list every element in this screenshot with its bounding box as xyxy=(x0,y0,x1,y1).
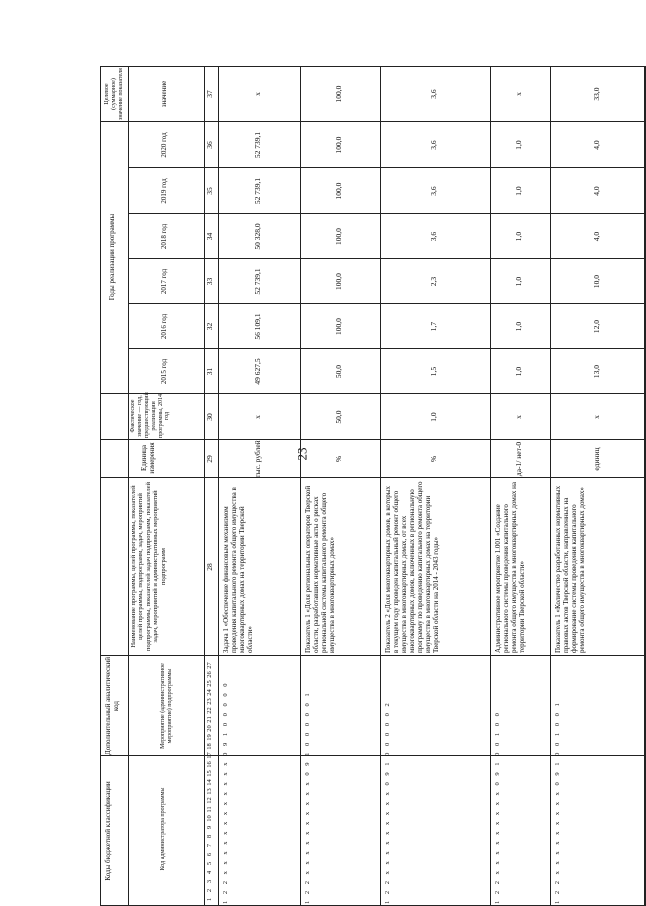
name-header: Наименование программы, целей программы, показателей целей программы, подпрограмм, задач, мероприятий подпрограммы, показателей задач подпрограмм, показателей задач, мероприятий и административных мероприятий подпрограмм xyxy=(130,481,167,652)
column-number: 32 xyxy=(205,322,214,331)
column-number: 12 xyxy=(206,797,213,804)
row-codes: 1 2 2 х х х х х х х х х х х х 0 9 1 0 0 0 0 0 xyxy=(222,681,229,904)
row-year-value: 4,0 xyxy=(591,231,601,242)
column-number: 27 xyxy=(206,662,213,669)
column-number: 29 xyxy=(205,455,214,463)
row-year-value: 4,0 xyxy=(591,186,601,196)
row-codes: 1 2 2 х х х х х х х х х 0 9 1 0 0 0 0 0 2 xyxy=(384,700,391,904)
column-number: 5 xyxy=(206,861,213,866)
header-line-1 xyxy=(128,66,129,906)
column-number: 30 xyxy=(205,413,214,421)
column-number: 37 xyxy=(205,90,214,98)
row-year-value: 1,0 xyxy=(514,231,523,242)
header-line-3 xyxy=(218,66,219,906)
table xyxy=(100,66,645,906)
years-header: Годы реализации программы xyxy=(108,213,116,301)
divider xyxy=(100,477,645,478)
column-number: 11 xyxy=(206,806,213,813)
column-number: 28 xyxy=(205,563,214,571)
divider xyxy=(100,439,645,440)
year-header: 2017 год xyxy=(160,268,168,295)
fact-header: Фактическое значение — год, предшествующий реализации программы, 2014 год xyxy=(130,392,171,438)
divider xyxy=(128,258,645,259)
divider xyxy=(100,121,645,122)
row-year-value: 100,0 xyxy=(334,228,343,245)
row-year-value: 1,0 xyxy=(514,140,523,150)
row-year-value: 12,0 xyxy=(591,319,601,334)
budget-codes-header: Коды бюджетной классификации xyxy=(104,781,112,881)
row-target: х xyxy=(514,92,523,96)
row-year-value: 49 627,5 xyxy=(253,358,262,385)
row-name: Показатель 2 «Доля многоквартирных домов, в которых в текущем году проведен капитальный ремонт общего имущества в многоквартирных домах, от всех многоквартирных домов, включенных в региональную программу по проведению капитального ремонта общего имущества в многоквартирных домах на территории Тверской области на 2014 - 2043 годы» xyxy=(384,481,441,653)
row-year-value: 4,0 xyxy=(591,140,601,150)
table-row-divider xyxy=(550,66,551,906)
row-codes: 1 2 2 х х х х х х х х х 0 9 1 0 0 1 0 0 1 xyxy=(554,700,561,904)
rotated-table-area xyxy=(100,36,640,906)
row-fact: 50,0 xyxy=(334,410,343,424)
row-target: 33,0 xyxy=(591,87,601,101)
column-number: 10 xyxy=(206,815,213,822)
row-fact: х xyxy=(253,415,262,419)
measures-header: Мероприятие (административное мероприятие) подпрограммы xyxy=(160,663,173,749)
year-header: 2015 год xyxy=(160,358,168,385)
divider xyxy=(128,348,645,349)
column-number: 36 xyxy=(205,141,214,149)
row-target: х xyxy=(253,92,262,96)
row-fact: х xyxy=(591,415,601,419)
column-number: 24 xyxy=(206,689,213,696)
row-year-value: 100,0 xyxy=(334,273,343,290)
row-name: Показатель 1 «Доля региональных операторов Тверской области, разработавших нормативные акты о рисках региональной системы капитального ремонта общего имущества в многоквартирных домах» xyxy=(304,485,337,653)
column-number: 18 xyxy=(206,743,213,750)
column-number: 22 xyxy=(206,707,213,714)
column-number: 16 xyxy=(206,761,213,768)
column-number: 15 xyxy=(206,770,213,777)
row-year-value: 1,0 xyxy=(514,366,523,377)
page-number: 23 xyxy=(294,447,310,461)
column-number: 35 xyxy=(205,187,214,195)
column-number: 19 xyxy=(206,734,213,741)
row-year-value: 100,0 xyxy=(334,182,343,200)
table-grid xyxy=(100,66,645,906)
row-year-value: 50,0 xyxy=(334,364,343,379)
divider xyxy=(100,393,645,394)
column-number: 26 xyxy=(206,671,213,678)
column-number: 2 xyxy=(206,888,213,893)
row-unit: да-1/ нет-0 xyxy=(514,441,523,477)
column-number: 14 xyxy=(206,779,213,786)
divider xyxy=(100,655,645,656)
row-codes: 1 2 2 х х х х х х х х х х 0 9 1 0 0 0 0 0 1 xyxy=(304,690,311,904)
column-number: 17 xyxy=(206,752,213,759)
table-row-divider xyxy=(300,66,301,906)
divider xyxy=(100,755,645,756)
row-year-value: 1,0 xyxy=(514,186,523,196)
column-number: 3 xyxy=(206,879,213,884)
row-year-value: 52 739,1 xyxy=(253,177,262,205)
column-number: 1 xyxy=(206,897,213,902)
analytic-code-header: Дополнительный аналитический код xyxy=(104,656,121,756)
row-unit: тыс. рублей xyxy=(253,440,262,478)
column-number: 33 xyxy=(205,277,214,286)
row-target: 3,6 xyxy=(429,89,438,99)
column-number: 4 xyxy=(206,870,213,875)
row-year-value: 10,0 xyxy=(591,274,601,289)
row-year-value: 2,3 xyxy=(429,276,438,287)
row-unit: % xyxy=(334,455,343,463)
year-header: 2018 год xyxy=(160,223,168,250)
row-year-value: 100,0 xyxy=(334,136,343,154)
column-number: 23 xyxy=(206,698,213,705)
row-fact: х xyxy=(514,415,523,419)
row-year-value: 3,6 xyxy=(429,186,438,196)
row-unit: % xyxy=(429,455,438,463)
row-year-value: 100,0 xyxy=(334,318,343,335)
admin-code-header: Код администратора программы xyxy=(160,787,166,871)
value-header: значение xyxy=(160,80,168,108)
column-number: 13 xyxy=(206,788,213,795)
row-year-value: 1,0 xyxy=(514,321,523,332)
row-year-value: 1,5 xyxy=(429,366,438,377)
column-number: 21 xyxy=(206,716,213,723)
row-year-value: 3,6 xyxy=(429,140,438,150)
unit-header: Единица измерения xyxy=(140,442,157,474)
row-name: Административное мероприятие 1.001 «Создание регионального системы проведения капитального ремонта общего имущества в многоквартирных домах на территории Тверской области» xyxy=(494,482,527,653)
column-number: 8 xyxy=(206,834,213,839)
row-unit: единиц xyxy=(591,447,601,471)
column-number: 34 xyxy=(205,232,214,241)
row-target: 100,0 xyxy=(334,85,343,103)
row-year-value: 1,7 xyxy=(429,321,438,332)
divider xyxy=(128,303,645,304)
row-name: Показатель 1 «Количество разработанных нормативных правовых актов Тверской области, направленных на формирование системы проведения капитального ремонта общего имущества в многоквартирных домах» xyxy=(554,485,587,653)
row-year-value: 52 739,1 xyxy=(253,268,262,295)
column-number: 6 xyxy=(206,852,213,857)
year-header: 2019 год xyxy=(160,178,168,204)
table-row-divider xyxy=(380,66,381,906)
column-number: 9 xyxy=(206,825,213,830)
divider xyxy=(128,167,645,168)
year-header: 2020 год xyxy=(160,132,168,158)
divider xyxy=(128,213,645,214)
row-year-value: 52 739,1 xyxy=(253,131,262,159)
row-year-value: 3,6 xyxy=(429,231,438,242)
row-fact: 1,0 xyxy=(429,412,438,422)
column-number: 20 xyxy=(206,725,213,732)
row-codes: 1 2 2 х х х х х х х х х 0 9 1 0 0 1 0 0 xyxy=(494,710,501,904)
column-number: 7 xyxy=(206,843,213,848)
target-header: Целевое (суммарное) значение показателя xyxy=(104,68,124,120)
row-year-value: 1,0 xyxy=(514,276,523,287)
row-year-value: 13,0 xyxy=(591,364,601,379)
row-name: Задача 1 «Обеспечение финансовым механизмом проведения капитального ремонта общего имущества в многоквартирных домах на территории Тверской области» xyxy=(222,487,255,653)
column-number: 31 xyxy=(205,367,214,376)
column-number: 25 xyxy=(206,680,213,687)
year-header: 2016 год xyxy=(160,313,168,340)
row-year-value: 50 328,0 xyxy=(253,223,262,250)
table-row-divider xyxy=(490,66,491,906)
row-year-value: 56 109,1 xyxy=(253,313,262,340)
